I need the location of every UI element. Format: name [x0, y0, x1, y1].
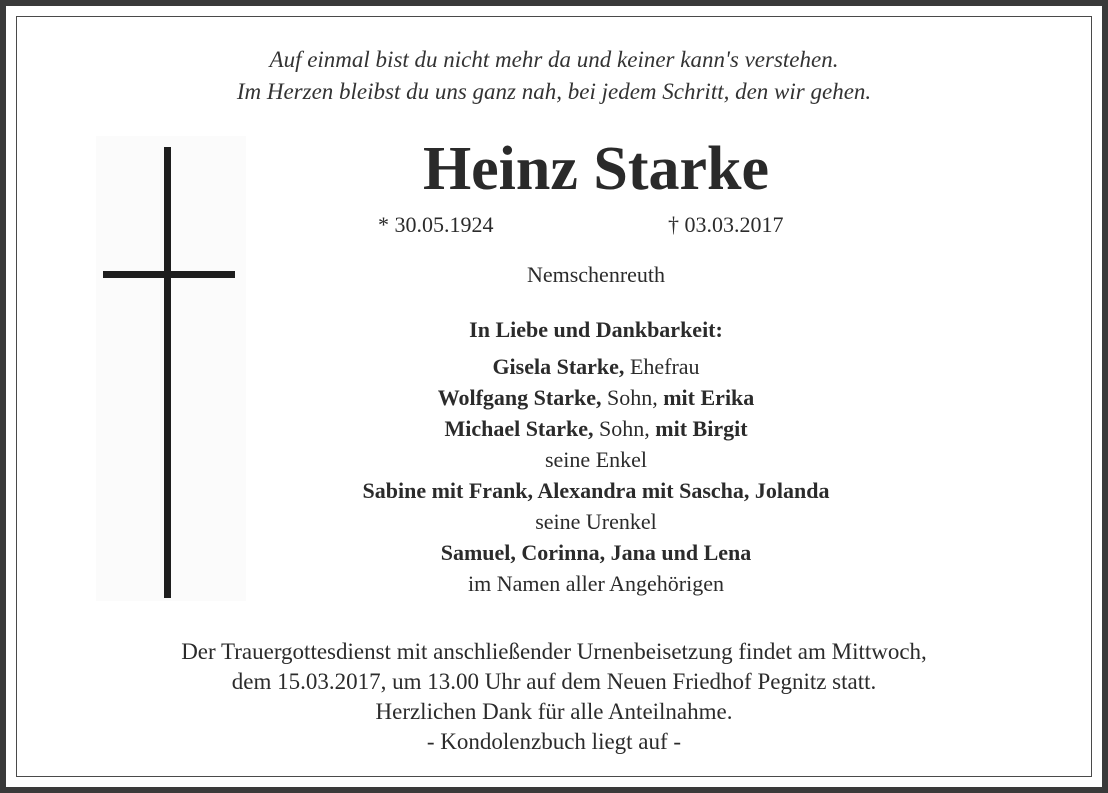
great-grandchildren-names: Samuel, Corinna, Jana und Lena — [440, 540, 752, 565]
verse — [0, 44, 1108, 108]
mourner-name: Wolfgang Starke, — [437, 385, 602, 410]
mourner-relation: Sohn, — [593, 416, 656, 441]
great-grandchildren-label: seine Urenkel — [535, 509, 657, 534]
mourners-block — [42, 314, 1108, 599]
mourner-relation: Ehefrau — [624, 354, 700, 379]
grandchildren-label: seine Enkel — [544, 447, 648, 472]
mourners-closing: im Namen aller Angehörigen — [468, 571, 724, 596]
mourners-heading: In Liebe und Dankbarkeit: — [469, 317, 723, 342]
verse-line-1: Auf einmal bist du nicht mehr da und keiner kann's verstehen. — [269, 47, 839, 72]
mourner-partner: mit Birgit — [655, 416, 748, 441]
mourner-relation: Sohn, — [601, 385, 664, 410]
mourner-line-1 — [42, 351, 1108, 382]
service-info — [0, 637, 1108, 757]
deceased-name: Heinz Starke — [422, 135, 770, 203]
service-line-1: Der Trauergottesdienst mit anschließender Urnenbeisetzung findet am Mittwoch, — [181, 639, 927, 664]
mourner-partner: mit Erika — [663, 385, 755, 410]
service-line-4: - Kondolenzbuch liegt auf - — [426, 729, 682, 754]
mourner-name: Gisela Starke, — [492, 354, 625, 379]
place: Nemschenreuth — [526, 262, 666, 287]
service-line-2: dem 15.03.2017, um 13.00 Uhr auf dem Neuen Friedhof Pegnitz statt. — [231, 669, 877, 694]
mourner-line-3 — [42, 413, 1108, 444]
birth-date: * 30.05.1924 — [378, 212, 494, 237]
death-date: † 03.03.2017 — [668, 212, 784, 237]
grandchildren-names: Sabine mit Frank, Alexandra mit Sascha, Jolanda — [362, 478, 830, 503]
verse-line-2: Im Herzen bleibst du uns ganz nah, bei jedem Schritt, den wir gehen. — [236, 79, 872, 104]
service-line-3: Herzlichen Dank für alle Anteilnahme. — [375, 699, 733, 724]
mourner-line-2 — [42, 382, 1108, 413]
mourner-name: Michael Starke, — [444, 416, 594, 441]
